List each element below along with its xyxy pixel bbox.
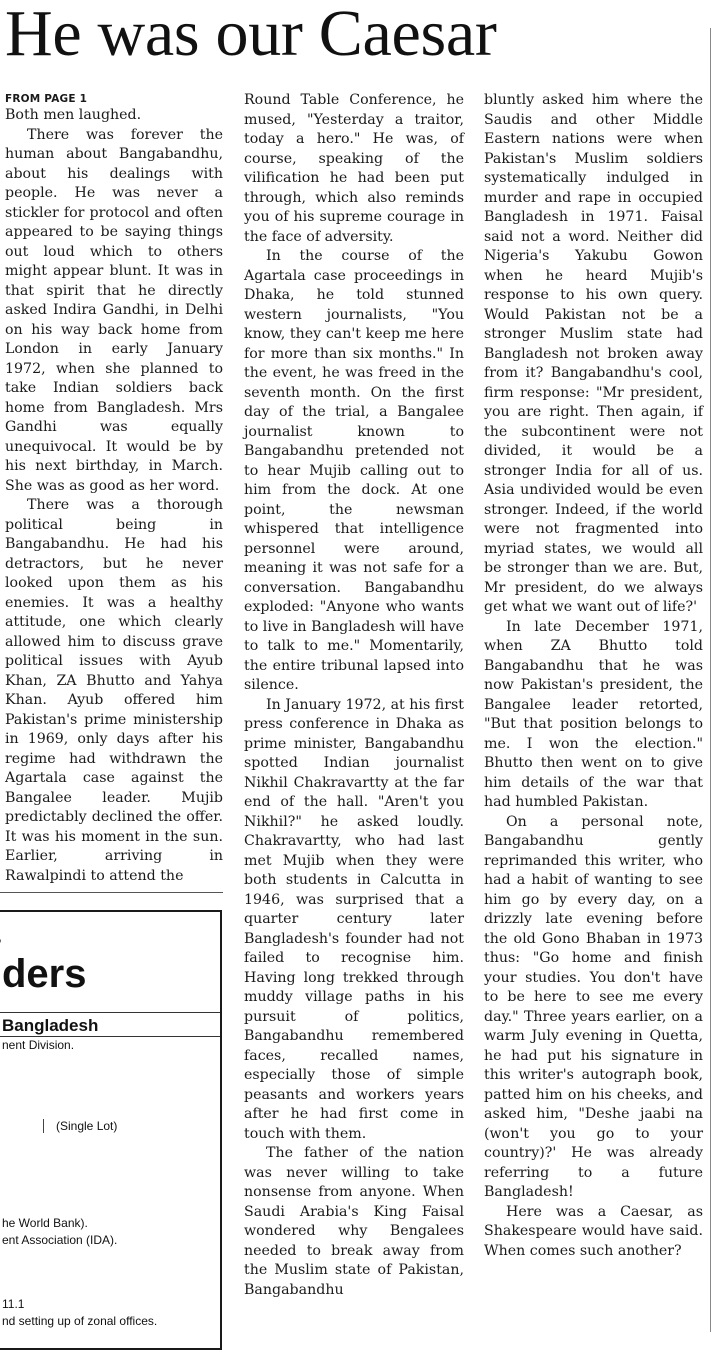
ad-fragment [0,928,2,944]
continued-from-label: FROM PAGE 1 [5,93,88,105]
ad-lot: (Single Lot) [56,1119,118,1133]
paragraph: In the course of the Agartala case proceedings in Dhaka, he told stunned western journalists, "You know, they can't keep me here for more than six months." In the event, he was freed in the seventh month. On the first day of the trial, a Bangalee journalist known to Bangabandhu pretended not to hear Mujib calling out to him from the dock. At one point, the newsman whispered that intelligence personnel were around, meaning it was not safe for a conversation. Bangabandhu exploded: "Anyone who wants to live in Bangladesh will have to talk to me." Momentarily, the entire tribunal lapsed into silence. [244,248,464,693]
section-divider [0,892,223,893]
paragraph: There was a thorough political being in Bangabandhu. He had his detractors, but he never looked upon them as his enemies. It was a healthy attitude, one which clearly allowed him to discuss grave political issues with Ayub Khan, ZA Bhutto and Yahya Khan. Ayub offered him Pakistan's prime ministership in 1969, only days after his regime had withdrawn the Agartala case against the Bangalee leader. Mujib predictably declined the offer. It was his moment in the sun. Earlier, arriving in Rawalpindi to attend the [5,497,223,884]
article-column-1 [5,91,223,886]
paragraph: In late December 1971, when ZA Bhutto told Bangabandhu that he was now Pakistan's president, the Bangalee leader retorted, "But that position belongs to me. I won the election." Bhutto then went on to give him details of the war that had humbled Pakistan. [484,618,703,810]
ad-title: ders [2,952,87,996]
paragraph: In January 1972, at his first press conference in Dhaka as prime minister, Bangabandhu spotted Indian journalist Nikhil Chakravartty at the far end of the hall. "Aren't you Nikhil?" he asked loudly. Chakravartty, who had last met Mujib when they were both students in Calcutta in 1946, was surprised that a quarter century later Bangladesh's founder had not failed to recognise him. Having long trekked through muddy village paths in his pursuit of politics, Bangabandhu remembered faces, recalled names, especially those of simple peasants and workers years after he had first come in touch with them. [244,696,464,1142]
paragraph: Here was a Caesar, as Shakespeare would have said. When comes such another? [484,1203,703,1259]
paragraph: There was forever the human about Bangabandhu, about his dealings with people. He was never a stickler for protocol and often appeared to be saying things out loud which to others might appear blunt. It was in that spirit that he directly asked Indira Gandhi, in Delhi on his way back home from London in early January 1972, when she planned to take Indian soldiers back home from Bangladesh. Mrs Gandhi was equally unequivocal. It would be by his next birthday, in March. She was as good as her word. [5,126,223,494]
article-column-2 [244,91,464,1300]
ad-text: he World Bank). [2,1216,88,1230]
paragraph: The father of the nation was never willing to take nonsense from anyone. When Saudi Arabia's King Faisal wondered why Bengalees needed to break away from the Muslim state of Pakistan, Bangabandhu [244,1145,464,1298]
ad-text: ent Association (IDA). [2,1233,118,1247]
column-rule [710,28,711,1332]
ad-divider [0,1012,220,1013]
ad-reference: 11.1 [2,1297,25,1311]
ad-text: nd setting up of zonal offices. [2,1314,158,1328]
article-column-3 [484,91,703,1261]
paragraph: Both men laughed. [5,107,142,123]
paragraph: On a personal note, Bangabandhu gently reprimanded this writer, who had a habit of wanting to see him go by every day, on a drizzly late evening before the old Gono Bhaban in 1973 thus: "Go home and finish your studies. You don't have to be here to see me every day." Three years earlier, on a warm July evening in Quetta, he had put his signature in this writer's autograph book, patted him on his cheeks, and asked him, "Deshe jaabi na (won't you go to your country)?' He was already referring to a future Bangladesh! [484,813,703,1200]
ad-column-marker [43,1119,44,1133]
paragraph: bluntly asked him where the Saudis and other Middle Eastern nations were when Pakistan's Muslim soldiers systematically indulged in murder and rape in occupied Bangladesh in 1971. Faisal said not a word. Neither did Nigeria's Yakubu Gowon when he heard Mujib's response to his own query. Would Pakistan not be a stronger Muslim state had Bangladesh not broken away from it? Bangabandhu's cool, firm response: "Mr president, you are right. Then again, if the subcontinent were not divided, it would be a stronger India for all of us. Asia undivided would be even stronger. Indeed, if the world were not fragmented into myriad states, we would all be stronger than we are. But, Mr president, do we always get what we want out of life?' [484,92,703,615]
ad-text: nent Division. [2,1038,75,1052]
headline: He was our Caesar [5,0,497,70]
ad-divider [0,1036,220,1037]
ad-subtitle: Bangladesh [2,1016,99,1035]
paragraph: Round Table Conference, he mused, "Yesterday a traitor, today a hero." He was, of course, speaking of the vilification he had been put through, which also reminds you of his supreme courage in the face of adversity. [244,92,464,245]
